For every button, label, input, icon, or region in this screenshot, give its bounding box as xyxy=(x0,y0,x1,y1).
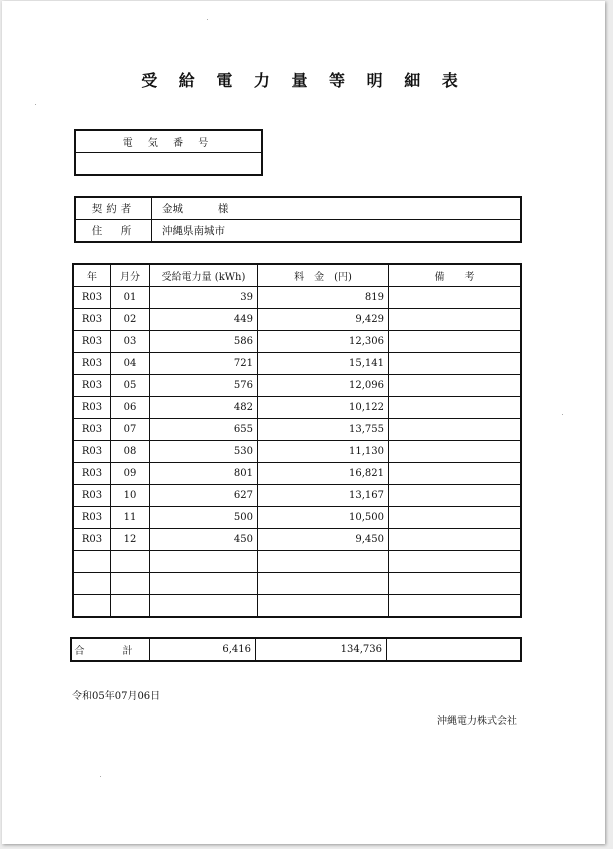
cell-remarks xyxy=(389,529,521,551)
cell-year xyxy=(74,595,111,617)
total-note xyxy=(387,639,521,661)
header-year: 年 xyxy=(74,265,111,287)
scan-speck xyxy=(100,776,101,777)
table-row xyxy=(74,353,521,375)
cell-year: R03 xyxy=(74,397,111,419)
cell-year: R03 xyxy=(74,353,111,375)
cell-kwh: 627 xyxy=(150,485,258,507)
scan-speck xyxy=(207,19,208,20)
cell-year: R03 xyxy=(74,441,111,463)
cell-charge: 15,141 xyxy=(258,353,389,375)
cell-kwh: 530 xyxy=(150,441,258,463)
cell-year: R03 xyxy=(74,419,111,441)
table-row xyxy=(74,507,521,529)
cell-charge: 13,167 xyxy=(258,485,389,507)
cell-charge xyxy=(258,551,389,573)
document-page xyxy=(2,1,605,844)
cell-kwh: 655 xyxy=(150,419,258,441)
cell-remarks xyxy=(389,463,521,485)
table-row xyxy=(74,595,521,617)
holder-label: 契約者 xyxy=(76,198,152,220)
cell-year: R03 xyxy=(74,507,111,529)
scan-speck xyxy=(562,414,563,415)
cell-remarks xyxy=(389,287,521,309)
cell-month: 12 xyxy=(111,529,150,551)
table-row xyxy=(74,441,521,463)
cell-month xyxy=(111,551,150,573)
cell-charge xyxy=(258,595,389,617)
meter-number-value xyxy=(76,153,262,175)
cell-month: 08 xyxy=(111,441,150,463)
cell-remarks xyxy=(389,309,521,331)
cell-remarks xyxy=(389,397,521,419)
meter-number-box xyxy=(75,130,262,175)
cell-month: 09 xyxy=(111,463,150,485)
cell-year: R03 xyxy=(74,287,111,309)
cell-year: R03 xyxy=(74,309,111,331)
cell-month xyxy=(111,573,150,595)
cell-year xyxy=(74,573,111,595)
contract-info-table xyxy=(75,197,521,242)
table-row xyxy=(74,287,521,309)
issue-date: 令和05年07月06日 xyxy=(72,691,161,702)
header-month: 月分 xyxy=(111,265,150,287)
cell-remarks xyxy=(389,551,521,573)
cell-month: 07 xyxy=(111,419,150,441)
cell-year: R03 xyxy=(74,485,111,507)
cell-year: R03 xyxy=(74,463,111,485)
cell-month: 04 xyxy=(111,353,150,375)
cell-remarks xyxy=(389,485,521,507)
cell-month xyxy=(111,595,150,617)
cell-charge: 9,429 xyxy=(258,309,389,331)
cell-charge xyxy=(258,573,389,595)
cell-year xyxy=(74,551,111,573)
header-remarks: 備 考 xyxy=(389,265,521,287)
cell-kwh: 801 xyxy=(150,463,258,485)
cell-remarks xyxy=(389,441,521,463)
cell-month: 05 xyxy=(111,375,150,397)
cell-charge: 12,306 xyxy=(258,331,389,353)
table-row xyxy=(74,529,521,551)
table-row xyxy=(74,419,521,441)
cell-charge: 16,821 xyxy=(258,463,389,485)
cell-kwh: 721 xyxy=(150,353,258,375)
table-row xyxy=(74,397,521,419)
company-name: 沖縄電力株式会社 xyxy=(437,716,517,727)
cell-kwh: 450 xyxy=(150,529,258,551)
cell-remarks xyxy=(389,507,521,529)
detail-table xyxy=(73,264,521,617)
cell-remarks xyxy=(389,595,521,617)
header-charge: 料 金 (円) xyxy=(258,265,389,287)
cell-year: R03 xyxy=(74,331,111,353)
cell-charge: 10,122 xyxy=(258,397,389,419)
cell-kwh xyxy=(150,595,258,617)
cell-remarks xyxy=(389,573,521,595)
table-row xyxy=(74,485,521,507)
cell-kwh: 586 xyxy=(150,331,258,353)
cell-charge: 10,500 xyxy=(258,507,389,529)
holder-value: 金城 様 xyxy=(152,198,521,220)
table-row xyxy=(74,331,521,353)
cell-month: 06 xyxy=(111,397,150,419)
total-table xyxy=(71,638,521,661)
cell-month: 11 xyxy=(111,507,150,529)
cell-kwh xyxy=(150,551,258,573)
table-row xyxy=(74,573,521,595)
table-row xyxy=(74,463,521,485)
cell-kwh: 576 xyxy=(150,375,258,397)
address-value: 沖縄県南城市 xyxy=(152,220,521,242)
cell-kwh xyxy=(150,573,258,595)
cell-month: 10 xyxy=(111,485,150,507)
cell-remarks xyxy=(389,375,521,397)
total-kwh: 6,416 xyxy=(150,639,256,661)
cell-charge: 819 xyxy=(258,287,389,309)
cell-kwh: 482 xyxy=(150,397,258,419)
cell-month: 01 xyxy=(111,287,150,309)
cell-kwh: 449 xyxy=(150,309,258,331)
total-label: 合 計 xyxy=(72,639,150,661)
cell-remarks xyxy=(389,353,521,375)
cell-charge: 13,755 xyxy=(258,419,389,441)
address-label: 住 所 xyxy=(76,220,152,242)
cell-month: 03 xyxy=(111,331,150,353)
table-row xyxy=(74,551,521,573)
cell-charge: 9,450 xyxy=(258,529,389,551)
cell-charge: 11,130 xyxy=(258,441,389,463)
cell-charge: 12,096 xyxy=(258,375,389,397)
meter-number-label: 電 気 番 号 xyxy=(76,131,262,153)
table-row xyxy=(74,375,521,397)
cell-remarks xyxy=(389,419,521,441)
table-row xyxy=(74,309,521,331)
cell-remarks xyxy=(389,331,521,353)
cell-month: 02 xyxy=(111,309,150,331)
cell-kwh: 500 xyxy=(150,507,258,529)
header-kwh: 受給電力量 (kWh) xyxy=(150,265,258,287)
total-amount: 134,736 xyxy=(256,639,387,661)
cell-year: R03 xyxy=(74,375,111,397)
scan-speck xyxy=(35,104,36,105)
cell-kwh: 39 xyxy=(150,287,258,309)
cell-year: R03 xyxy=(74,529,111,551)
document-title: 受 給 電 力 量 等 明 細 表 xyxy=(141,71,466,90)
